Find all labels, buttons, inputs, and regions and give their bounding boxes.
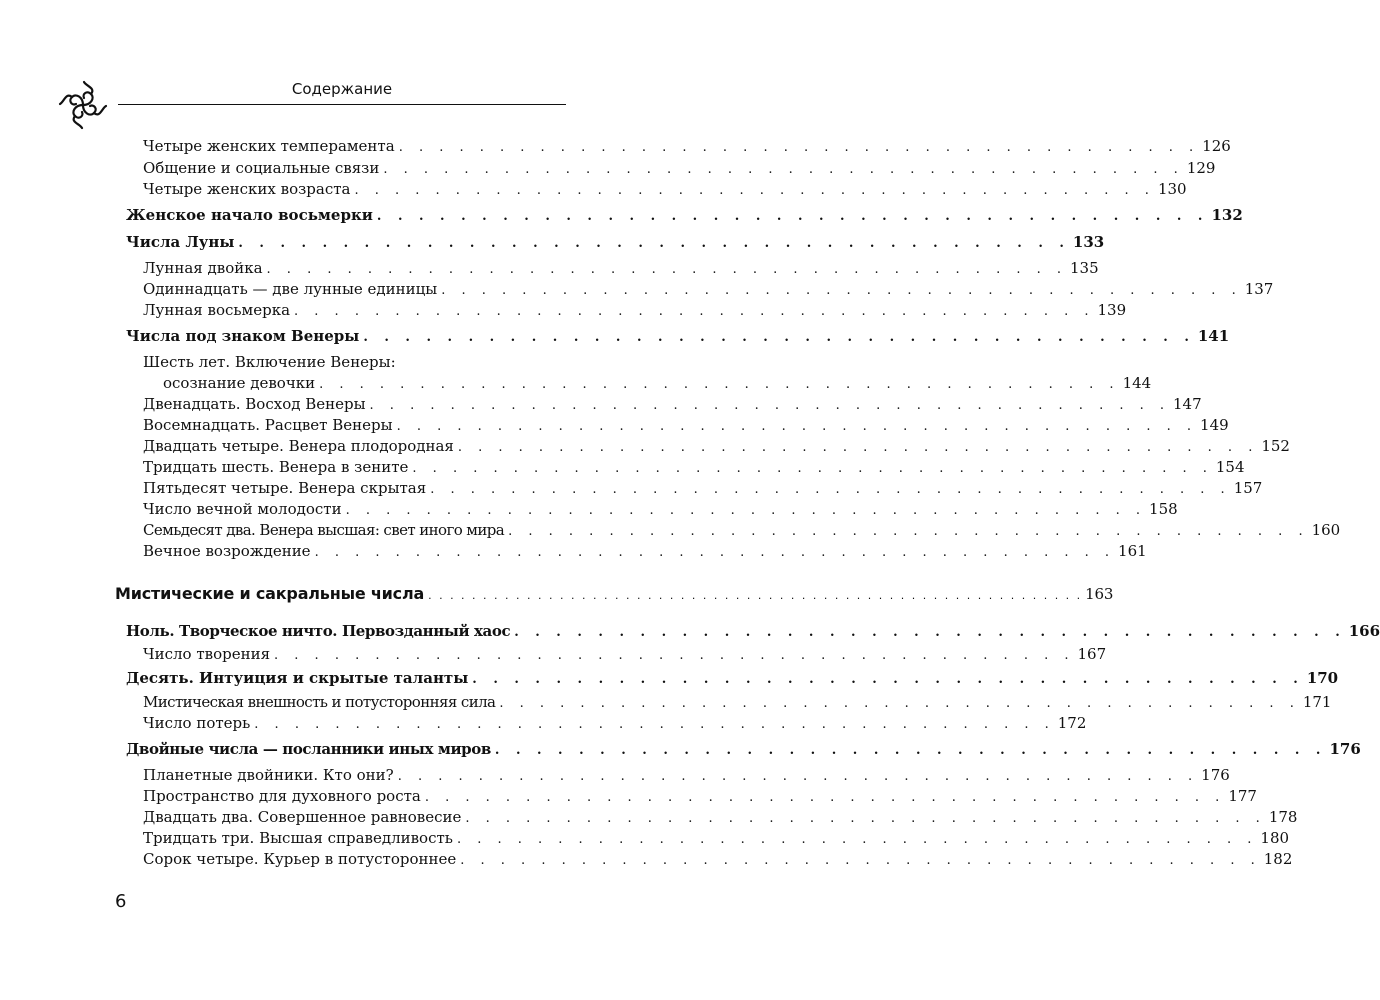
toc-entry[interactable]: Мистическая внешность и потусторонняя сила . . . . . . . . . . . . . . . . . . . . . . . . . . . . . . . . . . . . . . . . 171 (143, 691, 572, 715)
toc-section-entry[interactable]: Десять. Интуиция и скрытые таланты . . . . . . . . . . . . . . . . . . . . . . . . . . . . . . . . . . . . . . . . 170 (126, 667, 572, 691)
toc-page-number: 154 (1215, 458, 1245, 476)
dot-leader: . . . . . . . . . . . . . . . . . . . . . . . . . . . . . . . . . . . . . . . . (363, 330, 1195, 345)
toc-entry[interactable]: Вечное возрождение . . . . . . . . . . . . . . . . . . . . . . . . . . . . . . . . . . . . . . . . 161 (143, 540, 572, 564)
dot-leader: . . . . . . . . . . . . . . . . . . . . . . . . . . . . . . . . . . . . . . . . (319, 377, 1120, 392)
dot-leader: . . . . . . . . . . . . . . . . . . . . . . . . . . . . . . . . . . . . . . . . (460, 853, 1261, 868)
running-header-title: Содержание (291, 80, 393, 98)
toc-page-number: 133 (1072, 233, 1105, 251)
dot-leader: . . . . . . . . . . . . . . . . . . . . . . . . . . . . . . . . . . . . . . . . (376, 209, 1209, 224)
toc-page-number: 141 (1197, 327, 1230, 345)
dot-leader: . . . . . . . . . . . . . . . . . . . . . . . . . . . . . . . . . . . . . . . . (383, 162, 1184, 177)
dot-leader: . . . . . . . . . . . . . . . . . . . . . . . . . . . . . . . . . . . . . . . . (354, 183, 1155, 198)
toc-page-number: 176 (1329, 740, 1361, 758)
toc-page-number: 149 (1200, 416, 1229, 434)
dot-leader: . . . . . . . . . . . . . . . . . . . . . . . . . . . . . . . . . . . . . . . . (396, 419, 1198, 434)
toc-entry[interactable]: Двенадцать. Восход Венеры . . . . . . . . . . . . . . . . . . . . . . . . . . . . . . . . . . . . . . . . 147 (143, 393, 572, 417)
toc-page-number: 130 (1157, 180, 1187, 198)
toc-entry[interactable]: Пространство для духовного роста . . . . . . . . . . . . . . . . . . . . . . . . . . . . . . . . . . . . . . . . 177 (143, 785, 572, 809)
dot-leader: . . . . . . . . . . . . . . . . . . . . . . . . . . . . . . . . . . . . . . . . (254, 717, 1055, 732)
toc-page-number: 139 (1097, 301, 1127, 319)
toc-page-number: 152 (1261, 437, 1290, 455)
toc-page-number: 176 (1201, 766, 1230, 784)
toc-page-number: 135 (1070, 259, 1099, 277)
toc-entry[interactable]: Сорок четыре. Курьер в потустороннее . . . . . . . . . . . . . . . . . . . . . . . . . . . . . . . . . . . . . . . . 182 (143, 848, 572, 872)
toc-page-number: 182 (1263, 850, 1293, 868)
toc-entry[interactable]: Двадцать четыре. Венера плодородная . . . . . . . . . . . . . . . . . . . . . . . . . . . . . . . . . . . . . . . . 152 (143, 435, 572, 459)
toc-section-entry[interactable]: Числа Луны . . . . . . . . . . . . . . . . . . . . . . . . . . . . . . . . . . . . . . . . 133 (126, 231, 572, 255)
toc-entry-continuation[interactable]: осознание девочки . . . . . . . . . . . . . . . . . . . . . . . . . . . . . . . . . . . . . . . . 144 (163, 372, 572, 396)
dot-leader: . . . . . . . . . . . . . . . . . . . . . . . . . . . . . . . . . . . . . . . . (398, 140, 1200, 155)
toc-page-number: 160 (1311, 521, 1341, 539)
dot-leader: . . . . . . . . . . . . . . . . . . . . . . . . . . . . . . . . . . . . . . . . (441, 283, 1242, 298)
dot-leader: . . . . . . . . . . . . . . . . . . . . . . . . . . . . . . . . . . . . . . . . (397, 769, 1199, 784)
dot-leader: . . . . . . . . . . . . . . . . . . . . . . . . . . . . . . . . . . . . . . . . (274, 648, 1075, 663)
toc-section-entry[interactable]: Числа под знаком Венеры . . . . . . . . . . . . . . . . . . . . . . . . . . . . . . . . . . . . . . . . 141 (126, 325, 572, 349)
toc-page-number: 132 (1211, 206, 1243, 224)
toc-entry[interactable]: Лунная восьмерка . . . . . . . . . . . . . . . . . . . . . . . . . . . . . . . . . . . . . . . . 139 (143, 299, 572, 323)
toc-entry[interactable]: Четыре женских возраста . . . . . . . . . . . . . . . . . . . . . . . . . . . . . . . . . . . . . . . . 130 (143, 178, 572, 202)
page-number: 6 (115, 891, 127, 912)
dot-leader: . . . . . . . . . . . . . . . . . . . . . . . . . . . . . . . . . . . . . . . . (369, 398, 1171, 413)
toc-entry[interactable]: Одиннадцать — две лунные единицы . . . . . . . . . . . . . . . . . . . . . . . . . . . . . . . . . . . . . . . . 137 (143, 278, 572, 302)
toc-page-number: 163 (1085, 585, 1114, 603)
toc-entry[interactable]: Пятьдесят четыре. Венера скрытая . . . . . . . . . . . . . . . . . . . . . . . . . . . . . . . . . . . . . . . . 157 (143, 477, 572, 501)
toc-entry-first-line[interactable]: Шесть лет. Включение Венеры: (143, 353, 396, 371)
toc-page-number: 147 (1173, 395, 1202, 413)
dot-leader: . . . . . . . . . . . . . . . . . . . . . . . . . . . . . . . . . . . . . . . . (456, 832, 1258, 847)
toc-page-number: 161 (1118, 542, 1147, 560)
toc-page-number: 129 (1186, 159, 1216, 177)
toc-entry[interactable]: Планетные двойники. Кто они? . . . . . . . . . . . . . . . . . . . . . . . . . . . . . . . . . . . . . . . . 176 (143, 764, 572, 788)
toc-page-number: 158 (1149, 500, 1178, 518)
dot-leader: . . . . . . . . . . . . . . . . . . . . . . . . . . . . . . . . . . . . . . . . (465, 811, 1266, 826)
dot-leader: . . . . . . . . . . . . . . . . . . . . . . . . . . . . . . . . . . . . . . . . (412, 461, 1213, 476)
dot-leader: . . . . . . . . . . . . . . . . . . . . . . . . . . . . . . . . . . . . . . . . (345, 503, 1147, 518)
toc-part-entry[interactable]: Мистические и сакральные числа . . . . . . . . . . . . . . . . . . . . . . . . . . . . . . . . . . . . . . . . . . . . . . . . . . . . . . . . . . . . 163 (115, 583, 572, 607)
dot-leader: . . . . . . . . . . . . . . . . . . . . . . . . . . . . . . . . . . . . . . . . (499, 696, 1300, 711)
toc-page-number: 178 (1268, 808, 1298, 826)
dot-leader: . . . . . . . . . . . . . . . . . . . . . . . . . . . . . . . . . . . . . . . . (430, 482, 1231, 497)
toc-entry[interactable]: Восемнадцать. Расцвет Венеры . . . . . . . . . . . . . . . . . . . . . . . . . . . . . . . . . . . . . . . . 149 (143, 414, 572, 438)
dot-leader: . . . . . . . . . . . . . . . . . . . . . . . . . . . . . . . . . . . . . . . . (294, 304, 1095, 319)
toc-page-number: 180 (1260, 829, 1290, 847)
dot-leader: . . . . . . . . . . . . . . . . . . . . . . . . . . . . . . . . . . . . . . . . (494, 743, 1327, 758)
toc-page-number: 126 (1202, 137, 1231, 155)
toc-section-entry[interactable]: Женское начало восьмерки . . . . . . . . . . . . . . . . . . . . . . . . . . . . . . . . . . . . . . . . 132 (126, 204, 572, 228)
dot-leader: . . . . . . . . . . . . . . . . . . . . . . . . . . . . . . . . . . . . . . . . (266, 262, 1068, 277)
toc-entry[interactable]: Семьдесят два. Венера высшая: свет иного мира . . . . . . . . . . . . . . . . . . . . . . . . . . . . . . . . . . . . . . . . 160 (143, 519, 572, 543)
toc-entry[interactable]: Тридцать три. Высшая справедливость . . . . . . . . . . . . . . . . . . . . . . . . . . . . . . . . . . . . . . . . 180 (143, 827, 572, 851)
toc-entry[interactable]: Число потерь . . . . . . . . . . . . . . . . . . . . . . . . . . . . . . . . . . . . . . . . 172 (143, 712, 572, 736)
toc-section-entry[interactable]: Двойные числа — посланники иных миров . . . . . . . . . . . . . . . . . . . . . . . . . . . . . . . . . . . . . . . . 176 (126, 738, 572, 762)
toc-page-number: 170 (1306, 669, 1339, 687)
dot-leader: . . . . . . . . . . . . . . . . . . . . . . . . . . . . . . . . . . . . . . . . (424, 790, 1226, 805)
toc-page-number: 157 (1233, 479, 1263, 497)
toc-entry[interactable]: Двадцать два. Совершенное равновесие . . . . . . . . . . . . . . . . . . . . . . . . . . . . . . . . . . . . . . . . 178 (143, 806, 572, 830)
dot-leader: . . . . . . . . . . . . . . . . . . . . . . . . . . . . . . . . . . . . . . . . . . . . . . . . . . . . . . . . . . . . (428, 589, 1083, 602)
toc-entry[interactable]: Лунная двойка . . . . . . . . . . . . . . . . . . . . . . . . . . . . . . . . . . . . . . . . 135 (143, 257, 572, 281)
toc-page-number: 167 (1077, 645, 1107, 663)
toc-entry[interactable]: Тридцать шесть. Венера в зените . . . . . . . . . . . . . . . . . . . . . . . . . . . . . . . . . . . . . . . . 154 (143, 456, 572, 480)
toc-entry[interactable]: Четыре женских темперамента . . . . . . . . . . . . . . . . . . . . . . . . . . . . . . . . . . . . . . . . 126 (143, 135, 572, 159)
dot-leader: . . . . . . . . . . . . . . . . . . . . . . . . . . . . . . . . . . . . . . . . (457, 440, 1259, 455)
dot-leader: . . . . . . . . . . . . . . . . . . . . . . . . . . . . . . . . . . . . . . . . (314, 545, 1116, 560)
toc-page-number: 144 (1122, 374, 1152, 392)
toc-page-number: 171 (1302, 693, 1332, 711)
dot-leader: . . . . . . . . . . . . . . . . . . . . . . . . . . . . . . . . . . . . . . . . (508, 524, 1309, 539)
toc-entry[interactable]: Число вечной молодости . . . . . . . . . . . . . . . . . . . . . . . . . . . . . . . . . . . . . . . . 158 (143, 498, 572, 522)
toc-entry[interactable]: Число творения . . . . . . . . . . . . . . . . . . . . . . . . . . . . . . . . . . . . . . . . 167 (143, 643, 572, 667)
toc-entry[interactable]: Общение и социальные связи . . . . . . . . . . . . . . . . . . . . . . . . . . . . . . . . . . . . . . . . 129 (143, 157, 572, 181)
dot-leader: . . . . . . . . . . . . . . . . . . . . . . . . . . . . . . . . . . . . . . . . (514, 625, 1346, 640)
toc-section-entry[interactable]: Ноль. Творческое ничто. Первозданный хаос . . . . . . . . . . . . . . . . . . . . . . . . . . . . . . . . . . . . . . . . 166 (126, 620, 572, 644)
dot-leader: . . . . . . . . . . . . . . . . . . . . . . . . . . . . . . . . . . . . . . . . (238, 236, 1070, 251)
toc-page-number: 172 (1057, 714, 1087, 732)
toc-page-number: 166 (1348, 622, 1380, 640)
toc-page-number: 137 (1244, 280, 1274, 298)
dot-leader: . . . . . . . . . . . . . . . . . . . . . . . . . . . . . . . . . . . . . . . . (472, 672, 1304, 687)
toc-page-number: 177 (1228, 787, 1257, 805)
